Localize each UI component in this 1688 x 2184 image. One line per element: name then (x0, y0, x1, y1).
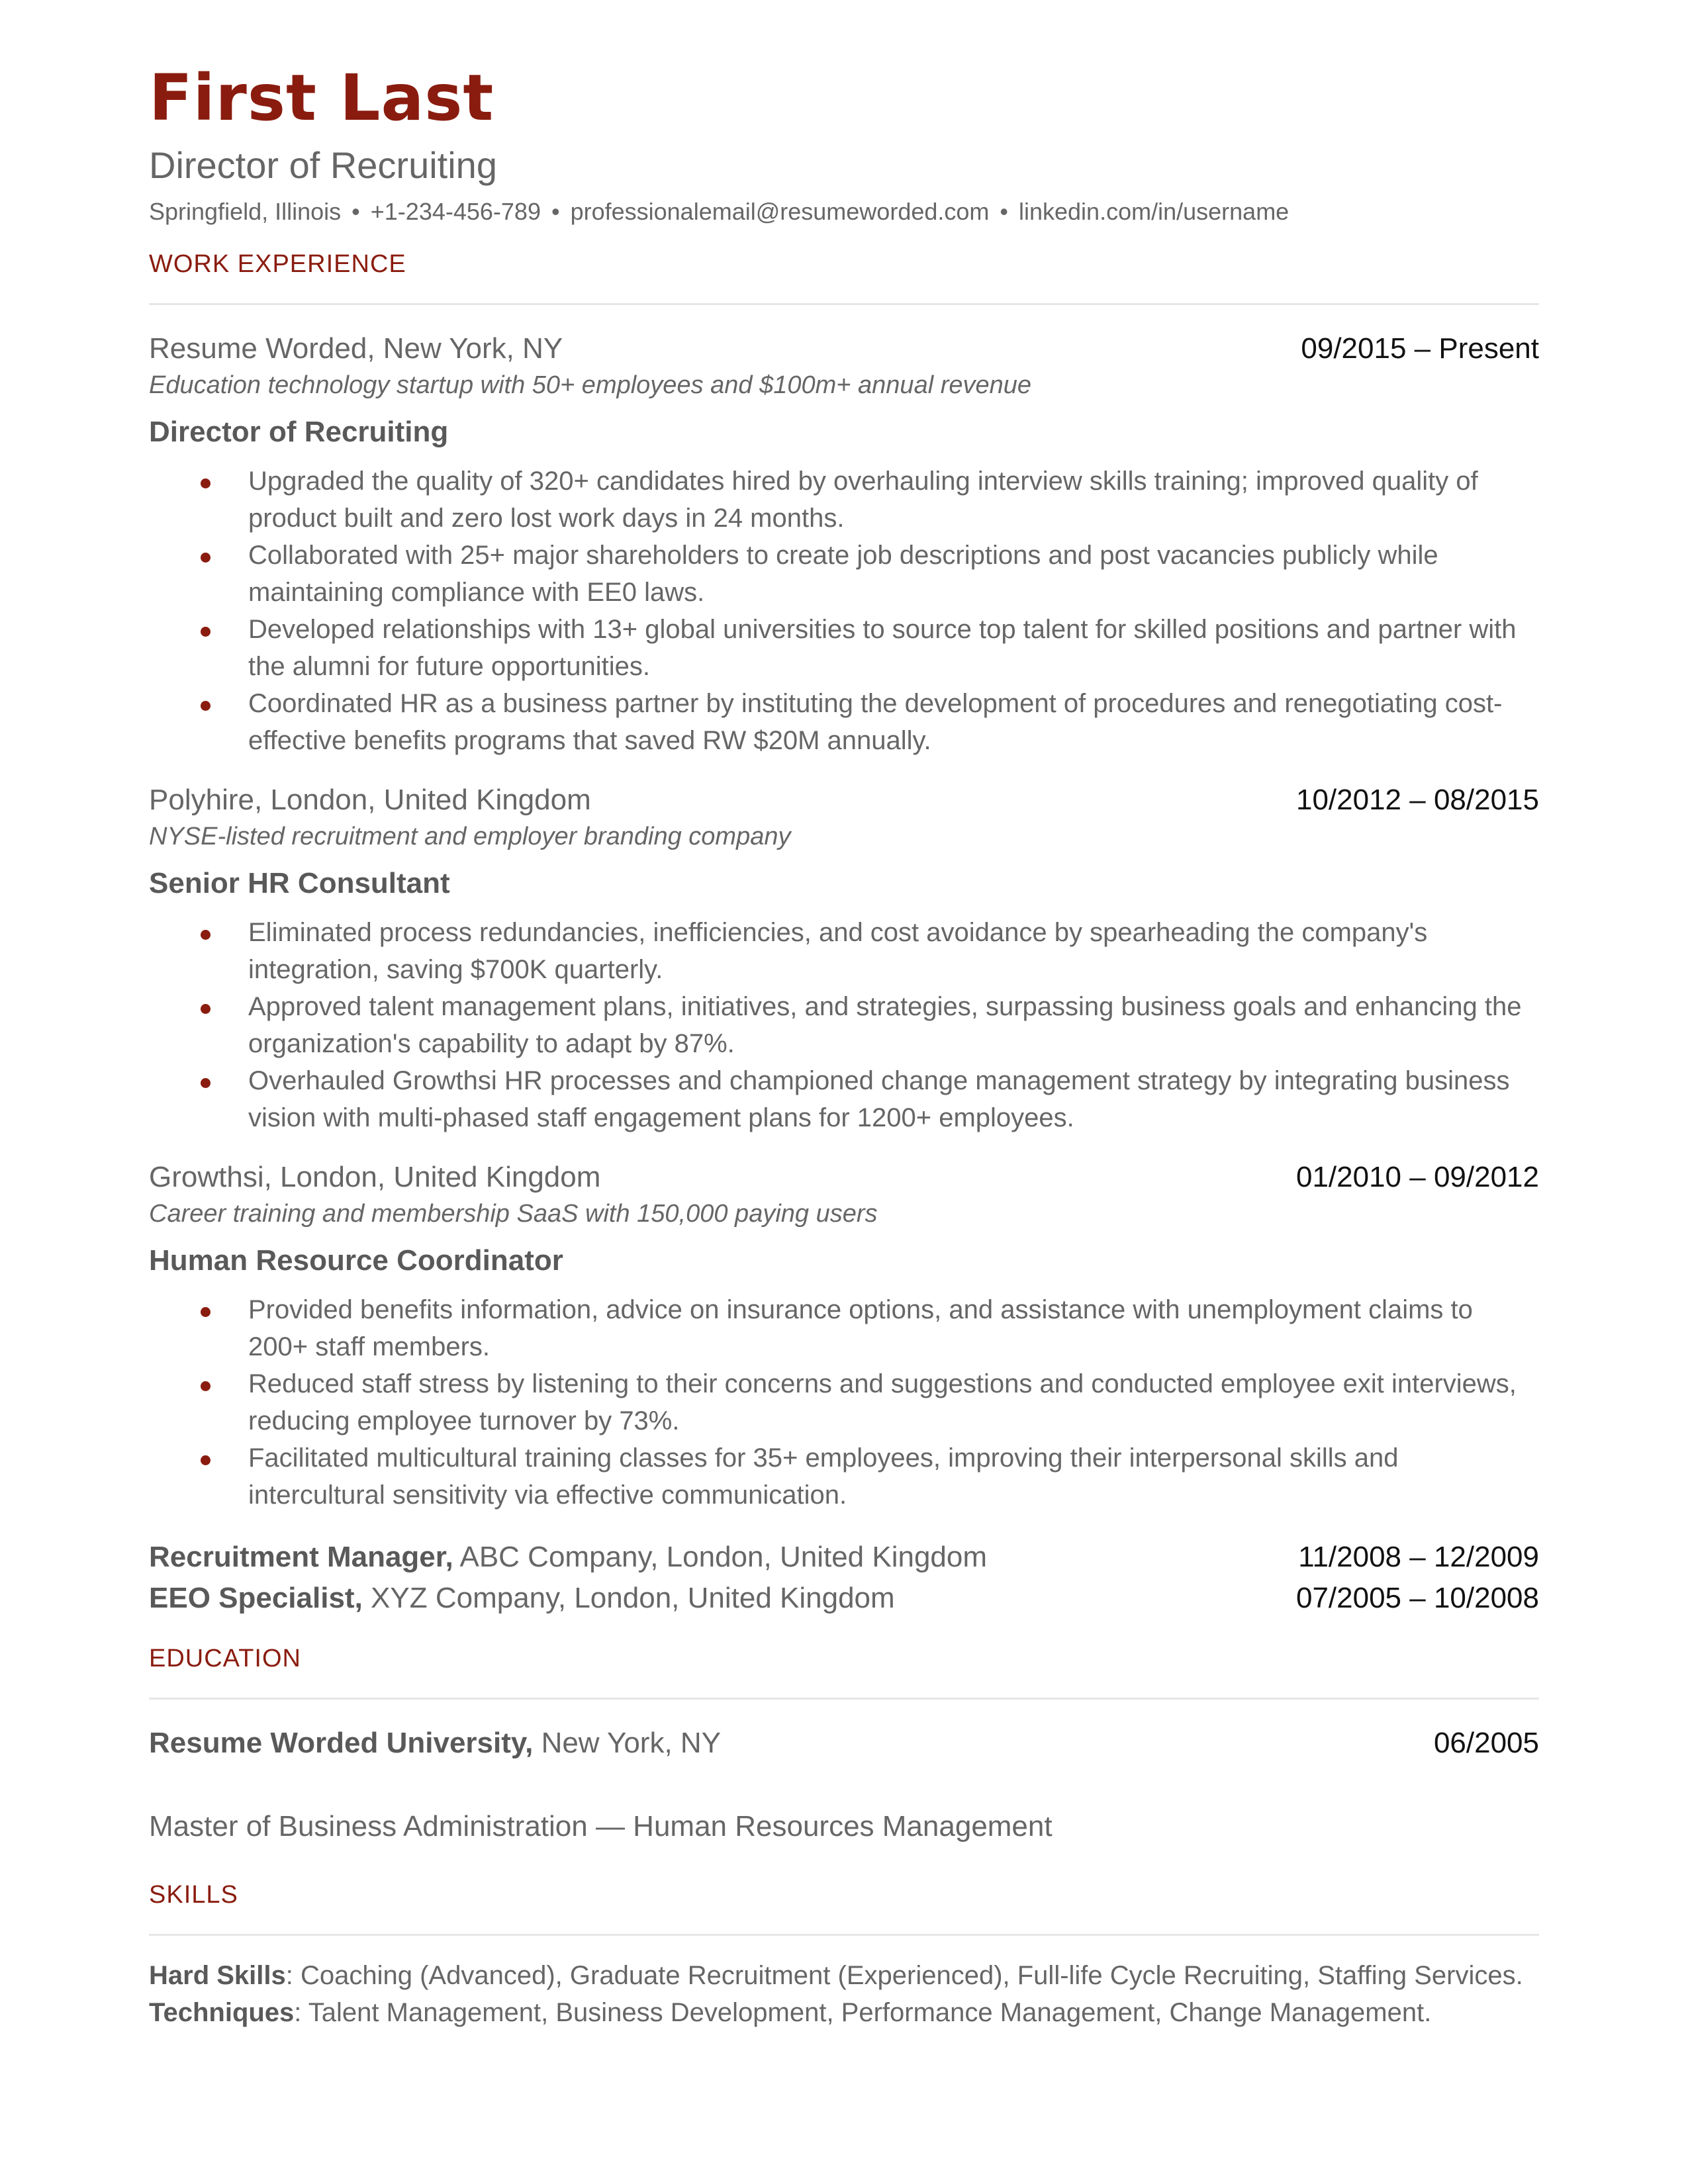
bullet-text: Upgraded the quality of 320+ candidates hired by overhauling interview skills training; improved quality of product built and zero lost work days in 24 months. (248, 467, 1478, 533)
bullet-text: Reduced staff stress by listening to their concerns and suggestions and conducted employee exit interviews, reducing employee turnover by 73%. (248, 1369, 1517, 1435)
bullet-dot-icon (201, 930, 211, 940)
bullet-text: Provided benefits information, advice on insurance options, and assistance with unemployment claims to 200+ staff members. (248, 1295, 1473, 1361)
contact-line (149, 196, 1539, 228)
bullet-text: Approved talent management plans, initiatives, and strategies, surpassing business goals and enhancing the organization's capability to adapt by 87%. (248, 992, 1522, 1058)
job-description: NYSE-listed recruitment and employer branding company (149, 823, 791, 850)
bullet-item (149, 611, 1539, 685)
skills-label: Hard Skills (149, 1961, 286, 1990)
job-company: Growthsi, London, United Kingdom (149, 1161, 601, 1193)
bullet-item (149, 1062, 1539, 1136)
job-dates: 10/2012 – 08/2015 (1295, 784, 1539, 816)
job-company: Polyhire, London, United Kingdom (149, 784, 591, 816)
bullet-dot-icon (201, 553, 211, 563)
education-heading: EDUCATION (149, 1645, 301, 1672)
earlier-role-dates: 11/2008 – 12/2009 (1298, 1541, 1539, 1573)
contact-separator: • (352, 198, 360, 225)
skills-text: : Talent Management, Business Development, Performance Management, Change Management. (294, 1998, 1432, 2027)
bullet-dot-icon (201, 1455, 211, 1465)
bullet-item (149, 1291, 1539, 1365)
bullet-text: Coordinated HR as a business partner by instituting the development of procedures and renegotiating cost-effective benefits programs that saved RW $20M annually. (248, 689, 1503, 755)
bullet-text: Collaborated with 25+ major shareholders to create job descriptions and post vacancies publicly while maintaining compliance with EE0 laws. (248, 541, 1438, 607)
job-entry (149, 1159, 1539, 1514)
bullet-item (149, 463, 1539, 537)
bullet-dot-icon (201, 1381, 211, 1391)
bullet-dot-icon (201, 627, 211, 637)
bullet-item (149, 537, 1539, 611)
bullet-dot-icon (201, 1307, 211, 1317)
candidate-title: Director of Recruiting (149, 144, 497, 186)
bullet-dot-icon (201, 701, 211, 711)
skills-list (149, 1957, 1539, 2031)
bullet-text: Developed relationships with 13+ global universities to source top talent for skilled positions and partner with the alumni for future opportunities. (248, 615, 1517, 681)
candidate-name: First Last (149, 61, 494, 135)
bullet-dot-icon (201, 1004, 211, 1014)
earlier-role-row (149, 1580, 1539, 1617)
earlier-role-company: XYZ Company, London, United Kingdom (371, 1582, 895, 1614)
bullet-item (149, 1365, 1539, 1439)
earlier-role-title: EEO Specialist, (149, 1582, 363, 1614)
bullet-dot-icon (201, 478, 211, 488)
earlier-role-dates: 07/2005 – 10/2008 (1295, 1582, 1539, 1614)
education-date: 06/2005 (1433, 1727, 1539, 1759)
education-header (149, 1725, 1539, 1762)
job-header (149, 330, 1539, 367)
job-role: Human Resource Coordinator (149, 1244, 563, 1277)
job-company: Resume Worded, New York, NY (149, 332, 563, 365)
job-dates: 01/2010 – 09/2012 (1295, 1161, 1539, 1193)
job-bullets (149, 463, 1539, 759)
section-divider (149, 1934, 1539, 1936)
skills-label: Techniques (149, 1998, 295, 2027)
education-school: Resume Worded University, (149, 1727, 534, 1759)
bullet-item (149, 685, 1539, 759)
job-role: Director of Recruiting (149, 416, 449, 448)
earlier-role (149, 1580, 895, 1617)
bullet-dot-icon (201, 1078, 211, 1088)
contact-separator: • (551, 198, 560, 225)
bullet-item (149, 988, 1539, 1062)
contact-separator: • (1000, 198, 1008, 225)
skills-text: : Coaching (Advanced), Graduate Recruitment (Experienced), Full-life Cycle Recruiting, Staffing Services. (285, 1961, 1523, 1990)
bullet-item (149, 914, 1539, 988)
earlier-role (149, 1539, 987, 1576)
contact-phone: +1-234-456-789 (370, 198, 541, 225)
job-role: Senior HR Consultant (149, 867, 450, 899)
section-divider (149, 303, 1539, 305)
job-description: Career training and membership SaaS with 150,000 paying users (149, 1200, 878, 1228)
job-entry (149, 782, 1539, 1136)
earlier-roles (149, 1539, 1539, 1617)
skills-heading: SKILLS (149, 1881, 238, 1909)
education-school-line (149, 1725, 721, 1762)
contact-location: Springfield, Illinois (149, 198, 342, 225)
work-experience-heading: WORK EXPERIENCE (149, 250, 406, 278)
skills-line (149, 1957, 1539, 1994)
education-degree: Master of Business Administration — Human Resources Management (149, 1810, 1053, 1843)
education-location: New York, NY (541, 1727, 722, 1759)
job-entry (149, 330, 1539, 759)
contact-email[interactable]: professionalemail@resumeworded.com (570, 198, 990, 225)
job-header (149, 1159, 1539, 1196)
job-bullets (149, 1291, 1539, 1514)
contact-linkedin[interactable]: linkedin.com/in/username (1019, 198, 1289, 225)
bullet-item (149, 1439, 1539, 1514)
bullet-text: Overhauled Growthsi HR processes and championed change management strategy by integrating business vision with multi-phased staff engagement plans for 1200+ employees. (248, 1066, 1510, 1132)
job-description: Education technology startup with 50+ employees and $100m+ annual revenue (149, 371, 1032, 399)
job-dates: 09/2015 – Present (1301, 332, 1539, 365)
earlier-role-company: ABC Company, London, United Kingdom (459, 1541, 988, 1573)
section-divider (149, 1698, 1539, 1700)
earlier-role-title: Recruitment Manager, (149, 1541, 453, 1573)
bullet-text: Eliminated process redundancies, inefficiencies, and cost avoidance by spearheading the company's integration, saving $700K quarterly. (248, 918, 1428, 984)
bullet-text: Facilitated multicultural training classes for 35+ employees, improving their interpersonal skills and intercultural sensitivity via effective communication. (248, 1443, 1399, 1510)
job-header (149, 782, 1539, 819)
earlier-role-row (149, 1539, 1539, 1576)
job-bullets (149, 914, 1539, 1136)
skills-line (149, 1994, 1539, 2031)
resume-page (149, 58, 1539, 2031)
